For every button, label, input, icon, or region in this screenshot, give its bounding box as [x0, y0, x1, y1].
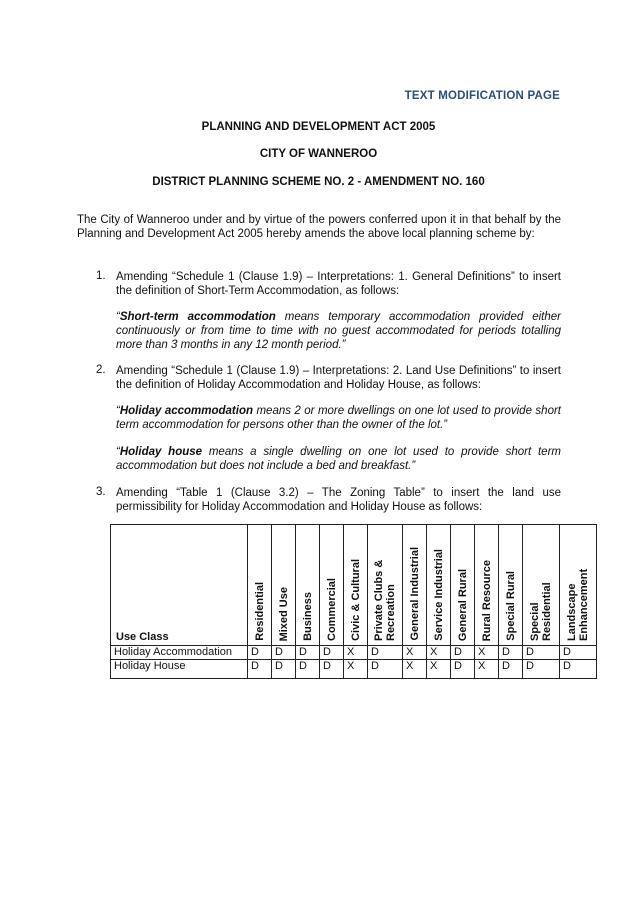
- permissibility-cell: D: [320, 646, 344, 660]
- intro-paragraph: The City of Wanneroo under and by virtue of the powers conferred upon it in that behalf by the Planning and Development Act 2005 hereby amends the above local planning scheme by:: [77, 214, 561, 240]
- definition-body: means a single dwelling on one lot used to provide short term accommodation but does not include a bed and breakfast.”: [116, 446, 561, 472]
- amendment-item-text: Amending “Schedule 1 (Clause 1.9) – Interpretations: 2. Land Use Definitions” to insert the definition of Holiday Accommodation and Holiday House, as follows:: [116, 365, 561, 391]
- act-title: PLANNING AND DEVELOPMENT ACT 2005: [201, 121, 436, 133]
- quote-open: “: [116, 446, 120, 458]
- permissibility-cell: D: [368, 646, 403, 660]
- zoning-table-header-row: [111, 525, 597, 646]
- zone-header-label: Residential: [253, 582, 266, 641]
- zone-header: [451, 525, 475, 646]
- table-row: [111, 646, 597, 660]
- permissibility-cell: D: [523, 646, 560, 660]
- table-row: [111, 660, 597, 679]
- permissibility-cell: D: [499, 660, 523, 679]
- use-class-cell: Holiday House: [111, 660, 248, 679]
- use-class-cell: Holiday Accommodation: [111, 646, 248, 660]
- zone-header: [248, 525, 272, 646]
- zone-header-label: Mixed Use: [277, 586, 290, 641]
- zone-header: [560, 525, 597, 646]
- permissibility-cell: D: [560, 646, 597, 660]
- definition-quote: [116, 310, 561, 352]
- definition-quote: [116, 445, 561, 473]
- item-number: 2.: [96, 364, 106, 376]
- zone-header: [475, 525, 499, 646]
- permissibility-cell: X: [475, 646, 499, 660]
- zone-header: [523, 525, 560, 646]
- zoning-table: [110, 524, 597, 679]
- zone-header-label: Special Rural: [504, 571, 517, 641]
- permissibility-cell: D: [368, 660, 403, 679]
- permissibility-cell: X: [427, 660, 451, 679]
- permissibility-cell: D: [523, 660, 560, 679]
- zone-header-label: Service Industrial: [432, 549, 445, 641]
- permissibility-cell: X: [344, 660, 368, 679]
- item-number: 1.: [96, 270, 106, 282]
- permissibility-cell: X: [403, 660, 427, 679]
- zone-header: [344, 525, 368, 646]
- permissibility-cell: D: [272, 646, 296, 660]
- permissibility-cell: X: [475, 660, 499, 679]
- zone-header-label: Special Residential: [529, 582, 553, 641]
- zone-header-label: Business: [301, 592, 314, 641]
- page-header-note: TEXT MODIFICATION PAGE: [404, 90, 560, 102]
- permissibility-cell: D: [248, 660, 272, 679]
- zone-header-label: Commercial: [325, 578, 338, 641]
- permissibility-cell: D: [320, 660, 344, 679]
- zone-header: [296, 525, 320, 646]
- zone-header: [499, 525, 523, 646]
- permissibility-cell: D: [248, 646, 272, 660]
- zone-header: [320, 525, 344, 646]
- city-title: CITY OF WANNEROO: [259, 148, 378, 160]
- permissibility-cell: D: [272, 660, 296, 679]
- defined-term: Holiday accommodation: [119, 405, 254, 417]
- zone-header: [368, 525, 403, 646]
- permissibility-cell: D: [296, 660, 320, 679]
- zone-header-label: Landscape Enhancement: [566, 568, 590, 641]
- definition-body: means 2 or more dwellings on one lot used to provide short term accommodation for persons other than the owner of the lot.”: [116, 405, 561, 431]
- item-number: 3.: [96, 486, 106, 498]
- permissibility-cell: X: [344, 646, 368, 660]
- zone-header: [272, 525, 296, 646]
- defined-term: Holiday house: [119, 446, 203, 458]
- quote-open: “: [116, 405, 120, 417]
- amendment-item-text: Amending “Table 1 (Clause 3.2) – The Zoning Table” to insert the land use permissibility for Holiday Accommodation and Holiday House as follows:: [116, 487, 561, 513]
- permissibility-cell: D: [451, 660, 475, 679]
- defined-term: Short-term accommodation: [119, 311, 276, 323]
- permissibility-cell: D: [451, 646, 475, 660]
- quote-open: “: [116, 311, 120, 323]
- zone-header-label: Rural Resource: [480, 559, 493, 641]
- zone-header: [427, 525, 451, 646]
- use-class-header: Use Class: [111, 525, 248, 646]
- definition-quote: [116, 404, 561, 432]
- permissibility-cell: D: [296, 646, 320, 660]
- zone-header-label: Civic & Cultural: [349, 559, 362, 641]
- permissibility-cell: X: [427, 646, 451, 660]
- scheme-amendment-title: DISTRICT PLANNING SCHEME NO. 2 - AMENDMENT NO. 160: [152, 176, 485, 188]
- permissibility-cell: D: [560, 660, 597, 679]
- definition-body: means temporary accommodation provided either continuously or from time to time with no guest accommodated for periods totalling more than 3 months in any 12 month period.”: [116, 311, 561, 351]
- zone-header-label: General Rural: [456, 568, 469, 641]
- zone-header: [403, 525, 427, 646]
- zone-header-label: Private Clubs & Recreation: [373, 559, 397, 641]
- zone-header-label: General Industrial: [408, 547, 421, 641]
- amendment-item-text: Amending “Schedule 1 (Clause 1.9) – Interpretations: 1. General Definitions” to insert the definition of Short-Term Accommodation, as follows:: [116, 271, 561, 297]
- permissibility-cell: D: [499, 646, 523, 660]
- permissibility-cell: X: [403, 646, 427, 660]
